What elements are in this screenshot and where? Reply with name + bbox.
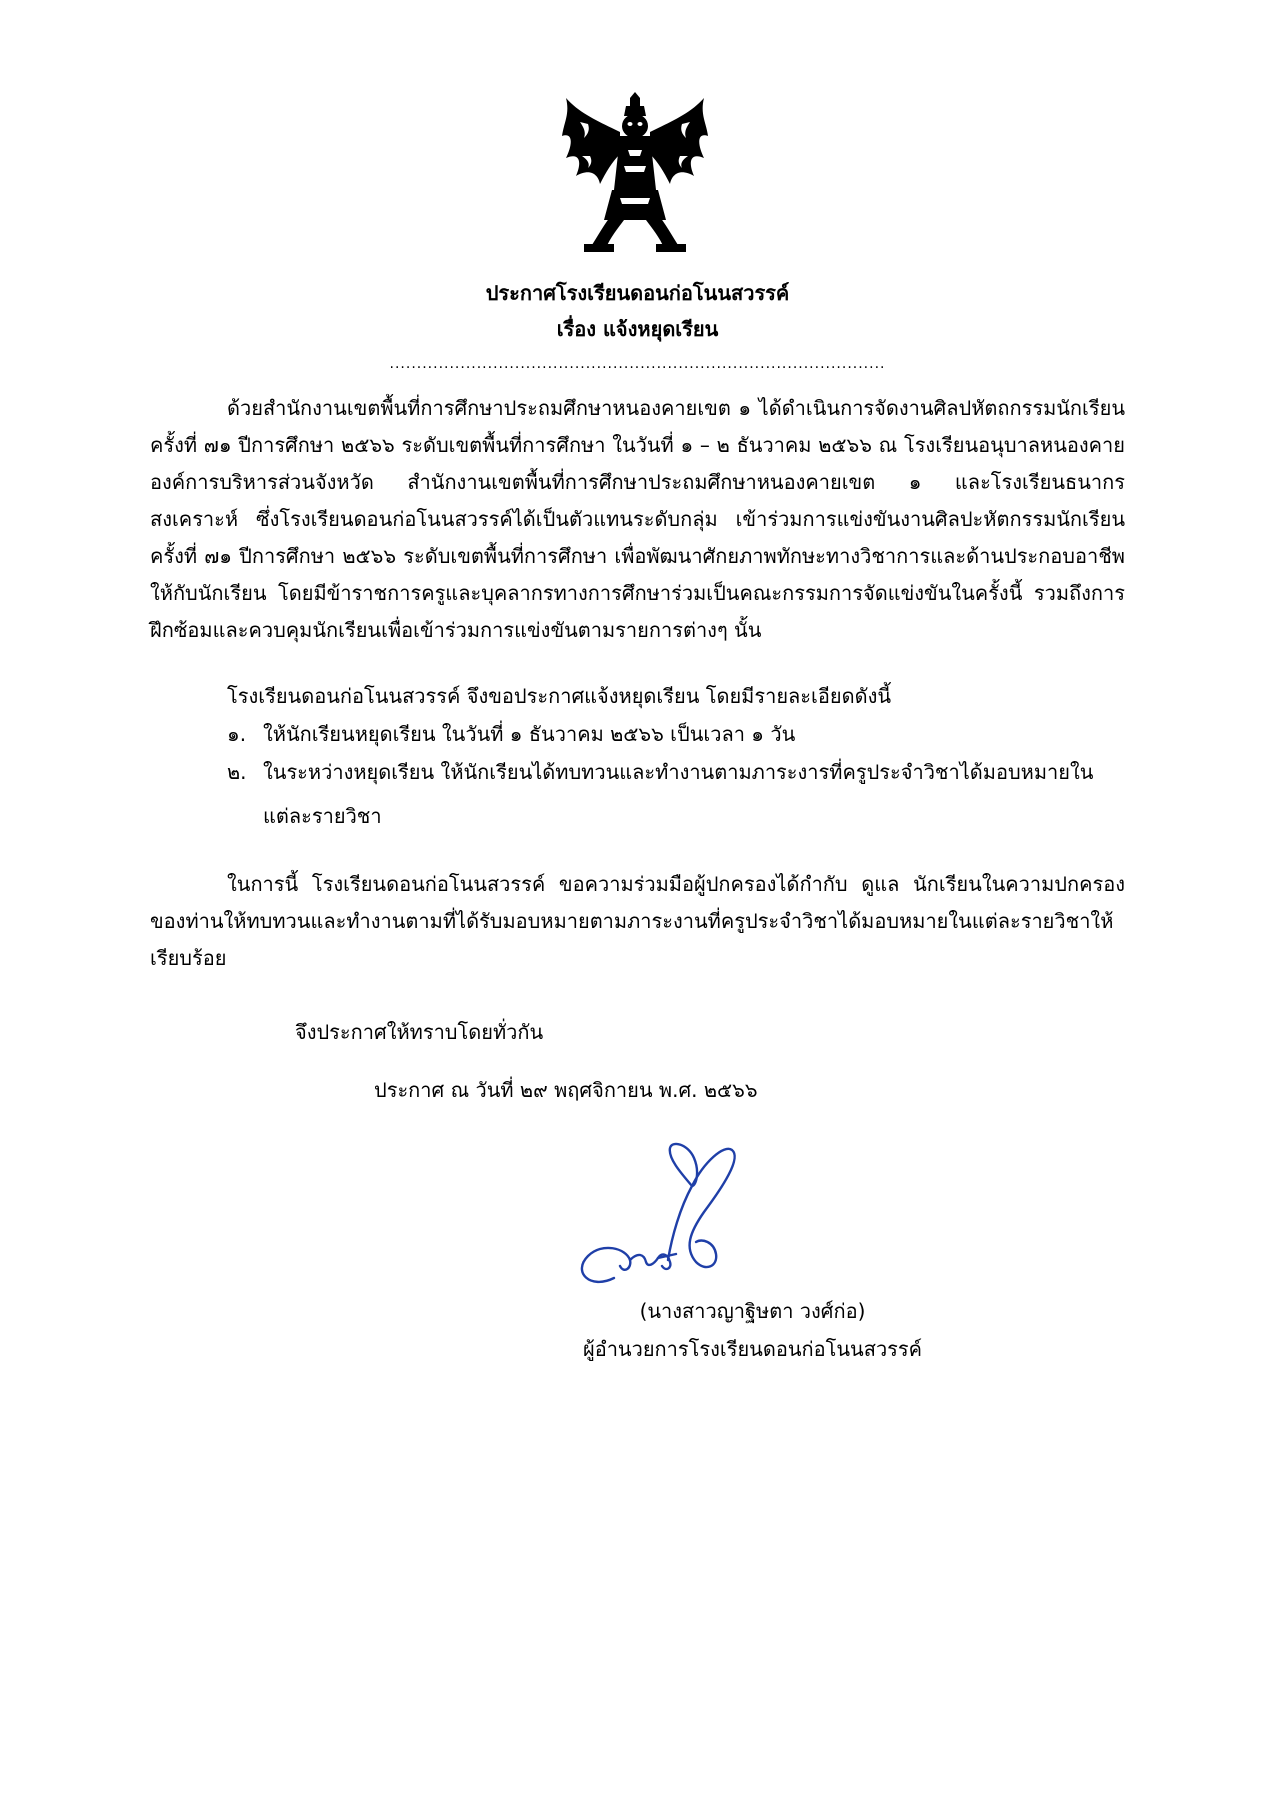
garuda-emblem-icon (560, 92, 710, 254)
signer-name: (นางสาวญาฐิษตา วงศ์ก่อ) (639, 1299, 866, 1323)
handwritten-signature (572, 1138, 762, 1296)
body-paragraph-3: ในการนี้ โรงเรียนดอนก่อโนนสวรรค์ ขอความร่วมมือผู้ปกครองได้กำกับ ดูแล นักเรียนในความปกครองของท่านให้ทบทวนและทำงานตามที่ได้รับมอบหมายตามภาระงานที่ครูประจำวิชาได้มอบหมายในแต่ละรายวิชาให้เรียบร้อย (150, 872, 1125, 970)
announcement-title: ประกาศโรงเรียนดอนก่อโนนสวรรค์ (485, 281, 790, 305)
list-item-number: ๒. (227, 760, 247, 784)
signer-position: ผู้อำนวยการโรงเรียนดอนก่อโนนสวรรค์ (582, 1337, 923, 1361)
list-item-text: ให้นักเรียนหยุดเรียน ในวันที่ ๑ ธันวาคม ๒๕๖๖ เป็นเวลา ๑ วัน (263, 722, 796, 746)
date-line: ประกาศ ณ วันที่ ๒๙ พฤศจิกายน พ.ศ. ๒๕๖๖ (374, 1078, 758, 1102)
closing-line: จึงประกาศให้ทราบโดยทั่วกัน (295, 1020, 544, 1044)
list-item-text: ในระหว่างหยุดเรียน ให้นักเรียนได้ทบทวนและทำงานตามภาระงารที่ครูประจำวิชาได้มอบหมายใน (263, 760, 1094, 784)
body-paragraph-2: โรงเรียนดอนก่อโนนสวรรค์ จึงขอประกาศแจ้งหยุดเรียน โดยมีรายละเอียดดังนี้ (227, 684, 892, 708)
list-item-continuation: แต่ละรายวิชา (263, 804, 382, 828)
announcement-subject: เรื่อง แจ้งหยุดเรียน (556, 317, 719, 341)
title-separator: ........................................................................................... (389, 356, 886, 372)
body-paragraph-1: ด้วยสำนักงานเขตพื้นที่การศึกษาประถมศึกษาหนองคายเขต ๑ ได้ดำเนินการจัดงานศิลปหัตถกรรมนักเรียนครั้งที่ ๗๑ ปีการศึกษา ๒๕๖๖ ระดับเขตพื้นที่การศึกษา ในวันที่ ๑ – ๒ ธันวาคม ๒๕๖๖ ณ โรงเรียนอนุบาลหนองคาย องค์การบริหารส่วนจังหวัด สำนักงานเขตพื้นที่การศึกษาประถมศึกษาหนองคายเขต ๑ และโรงเรียนธนากรสงเคราะห์ ซึ่งโรงเรียนดอนก่อโนนสวรรค์ได้เป็นตัวแทนระดับกลุ่ม เข้าร่วมการแข่งขันงานศิลปะหัตกรรมนักเรียน ครั้งที่ ๗๑ ปีการศึกษา ๒๕๖๖ ระดับเขตพื้นที่การศึกษา เพื่อพัฒนาศักยภาพทักษะทางวิชาการและด้านประกอบอาชีพให้กับนักเรียน โดยมีข้าราชการครูและบุคลากรทางการศึกษาร่วมเป็นคณะกรรมการจัดแข่งขันในครั้งนี้ รวมถึงการฝึกซ้อมและควบคุมนักเรียนเพื่อเข้าร่วมการแข่งขันตามรายการต่างๆ นั้น (150, 396, 1125, 642)
list-item-number: ๑. (227, 722, 247, 746)
